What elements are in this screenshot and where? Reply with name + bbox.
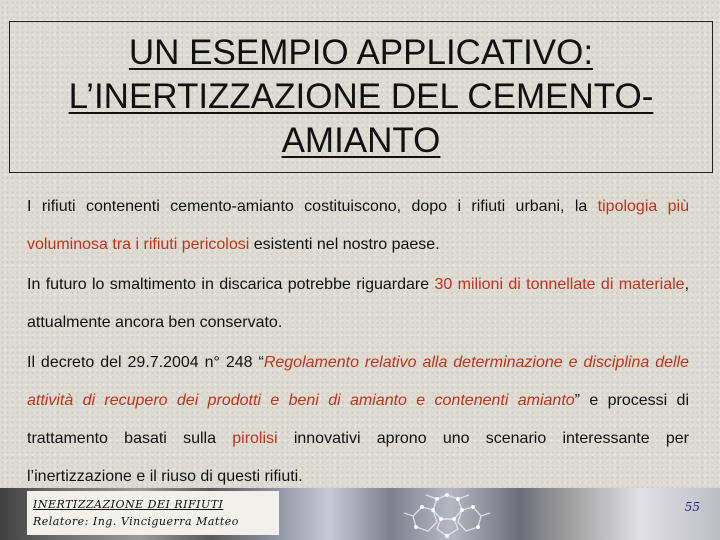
- paragraph-1-text-a: I rifiuti contenenti cemento-amianto costituiscono, dopo i rifiuti urbani, la: [27, 198, 598, 215]
- paragraph-3-text-c: ” e processi di trattamento basati sulla: [27, 392, 690, 447]
- paragraph-3-text-e: innovativi aprono uno scenario interessante per l’inertizzazione e il riuso di questi rifiuti.: [27, 430, 690, 485]
- paragraph-2: [27, 266, 689, 342]
- paragraph-1-highlight: tipologia più voluminosa tra i rifiuti pericolosi: [27, 198, 689, 253]
- page-number: 55: [684, 500, 700, 514]
- title-line-3: AMIANTO: [281, 121, 441, 160]
- paragraph-1-text-c: esistenti nel nostro paese.: [249, 236, 440, 253]
- footer-course-title: INERTIZZAZIONE DEI RIFIUTI: [33, 498, 224, 511]
- footer-speaker: Relatore: Ing. Vinciguerra Matteo: [33, 515, 239, 528]
- title-line-1: UN ESEMPIO APPLICATIVO:: [128, 33, 594, 72]
- paragraph-3: [27, 344, 689, 496]
- paragraph-3-text-a: Il decreto del 29.7.2004 n° 248 “: [27, 354, 264, 371]
- paragraph-3-decree-title: Regolamento relativo alla determinazione e disciplina delle attività di recupero dei prodotti e beni di amianto e contenenti amianto: [27, 354, 689, 409]
- paragraph-2-text-a: In futuro lo smaltimento in discarica potrebbe riguardare: [27, 276, 435, 293]
- slide-title: [69, 31, 654, 163]
- footer-label: [27, 491, 279, 535]
- fullerene-molecule-image: [392, 489, 502, 540]
- title-box: [9, 21, 713, 173]
- paragraph-1: [27, 188, 689, 264]
- paragraph-3-highlight-pirolisi: pirolisi: [232, 430, 278, 447]
- paragraph-2-text-c: , attualmente ancora ben conservato.: [27, 276, 690, 331]
- title-line-2: L’INERTIZZAZIONE DEL CEMENTO-: [68, 77, 654, 116]
- paragraph-2-highlight: 30 milioni di tonnellate di materiale: [434, 276, 685, 293]
- slide-body: [27, 188, 689, 498]
